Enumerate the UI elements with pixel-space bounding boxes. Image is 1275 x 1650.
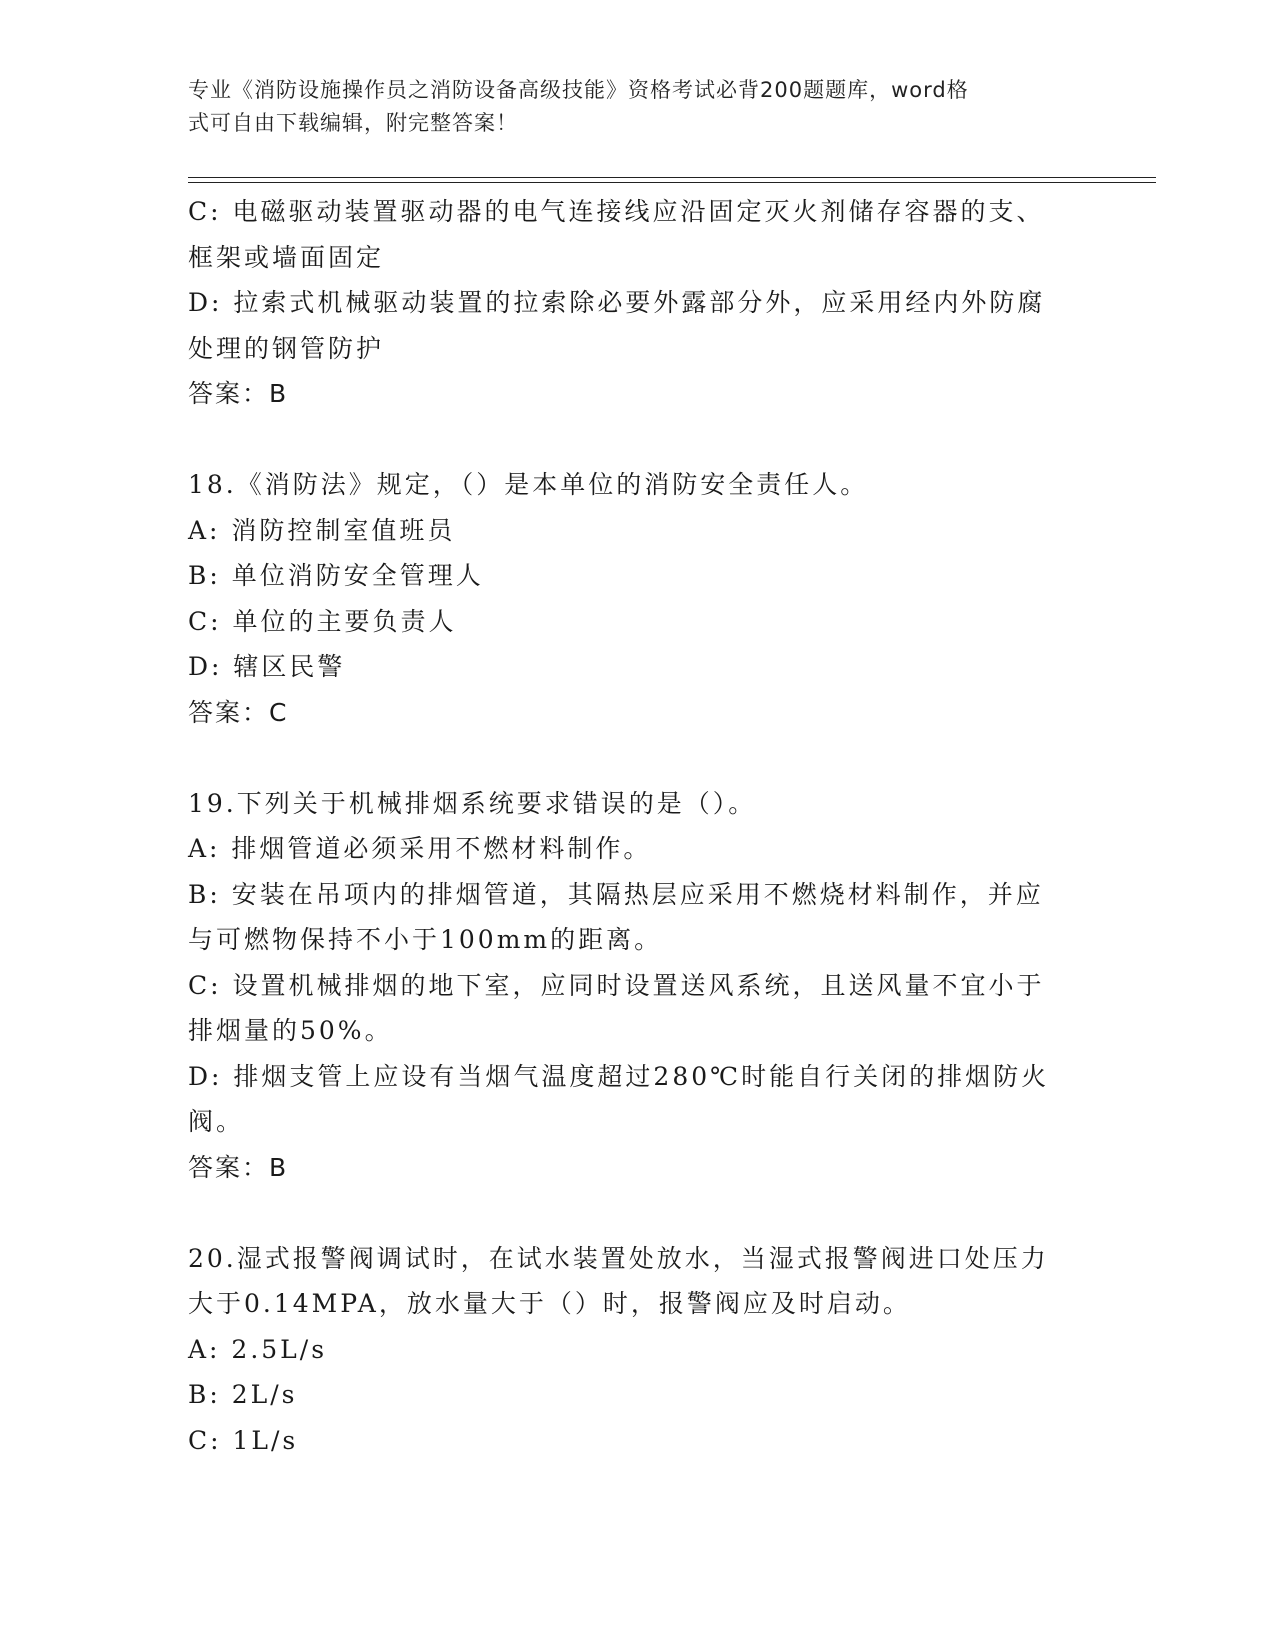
page-header — [188, 74, 1068, 140]
spacer — [188, 1190, 1088, 1236]
header-line-1: 专业《消防设施操作员之消防设备高级技能》资格考试必背200题题库，word格 — [188, 78, 969, 102]
option-c-line-1: C: 电磁驱动装置驱动器的电气连接线应沿固定灭火剂储存容器的支、 — [188, 197, 1045, 226]
option-d-line-1: D: 排烟支管上应设有当烟气温度超过280℃时能自行关闭的排烟防火 — [188, 1061, 1050, 1091]
option-c-line-1: C: 设置机械排烟的地下室，应同时设置送风系统，且送风量不宜小于 — [188, 970, 1045, 1000]
question-19 — [188, 781, 1088, 1191]
option-c-line-2: 排烟量的50%。 — [188, 1016, 393, 1045]
header-divider-top — [188, 177, 1156, 178]
option-d-line-1: D: 拉索式机械驱动装置的拉索除必要外露部分外，应采用经内外防腐 — [188, 288, 1046, 317]
option-c: C: 单位的主要负责人 — [188, 606, 457, 636]
prev-question — [188, 189, 1088, 417]
question-stem: 19.下列关于机械排烟系统要求错误的是（）。 — [188, 788, 757, 818]
option-a: A: 2.5L/s — [188, 1334, 328, 1364]
question-stem: 18.《消防法》规定，（）是本单位的消防安全责任人。 — [188, 470, 869, 499]
option-c: C: 1L/s — [188, 1425, 299, 1455]
answer: 答案：B — [188, 379, 289, 408]
answer: 答案：C — [188, 697, 289, 727]
option-a: A: 排烟管道必须采用不燃材料制作。 — [188, 834, 652, 863]
option-b-line-1: B: 安装在吊项内的排烟管道，其隔热层应采用不燃烧材料制作，并应 — [188, 879, 1044, 909]
question-20 — [188, 1236, 1088, 1464]
spacer — [188, 417, 1088, 463]
option-b: B: 2L/s — [188, 1380, 298, 1409]
header-divider-bottom — [188, 182, 1156, 183]
question-18 — [188, 462, 1088, 735]
question-stem-line-1: 20.湿式报警阀调试时，在试水装置处放水，当湿式报警阀进口处压力 — [188, 1243, 1049, 1273]
option-b: B: 单位消防安全管理人 — [188, 561, 484, 590]
option-b-line-2: 与可燃物保持不小于100mm的距离。 — [188, 925, 663, 954]
option-c-line-2: 框架或墙面固定 — [188, 242, 385, 272]
answer: 答案：B — [188, 1152, 289, 1182]
option-d-line-2: 阀。 — [188, 1107, 245, 1136]
header-line-2: 式可自由下载编辑，附完整答案！ — [188, 111, 518, 135]
spacer — [188, 735, 1088, 781]
question-stem-line-2: 大于0.14MPA，放水量大于（）时，报警阀应及时启动。 — [188, 1289, 911, 1318]
option-d: D: 辖区民警 — [188, 652, 346, 681]
option-d-line-2: 处理的钢管防护 — [188, 333, 385, 363]
question-content — [188, 189, 1088, 1463]
option-a: A: 消防控制室值班员 — [188, 515, 456, 545]
